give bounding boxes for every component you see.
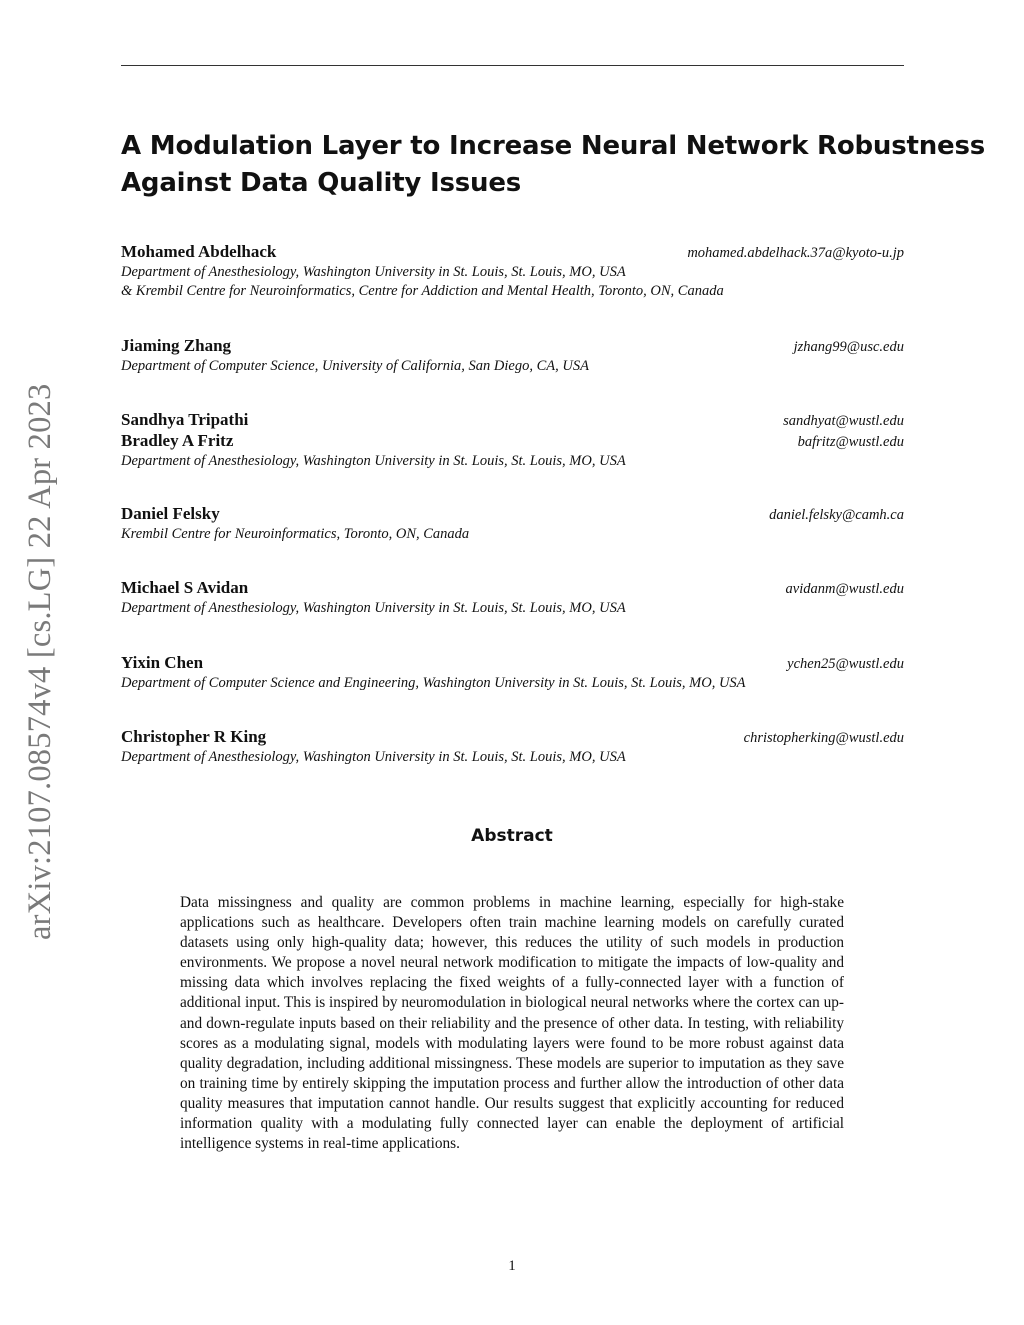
author-block-avidan xyxy=(121,578,904,618)
title-line-2: Against Data Quality Issues xyxy=(121,168,522,198)
author-name: Jiaming Zhang xyxy=(121,336,232,355)
author-affiliation: Department of Anesthesiology, Washington University in St. Louis, St. Louis, MO, USA xyxy=(121,453,626,469)
author-block-abdelhack xyxy=(121,242,904,301)
author-block-king xyxy=(121,727,904,767)
author-email: bafritz@wustl.edu xyxy=(797,434,904,450)
author-email: mohamed.abdelhack.37a@kyoto-u.jp xyxy=(687,245,904,261)
author-email: sandhyat@wustl.edu xyxy=(783,413,904,429)
top-rule xyxy=(121,65,904,66)
author-affiliation: Department of Anesthesiology, Washington University in St. Louis, St. Louis, MO, USA xyxy=(121,600,626,616)
author-email: avidanm@wustl.edu xyxy=(785,581,904,597)
author-name: Michael S Avidan xyxy=(121,578,249,597)
author-name: Mohamed Abdelhack xyxy=(121,242,277,261)
author-name: Yixin Chen xyxy=(121,653,204,672)
page-number: 1 xyxy=(508,1258,516,1274)
author-name: Christopher R King xyxy=(121,727,267,746)
author-affiliation: Department of Anesthesiology, Washington University in St. Louis, St. Louis, MO, USA xyxy=(121,264,626,280)
paper-title xyxy=(121,128,986,202)
author-affiliation: Department of Computer Science, University of California, San Diego, CA, USA xyxy=(121,358,589,374)
arxiv-side-stamp: arXiv:2107.08574v4 [cs.LG] 22 Apr 2023 xyxy=(22,383,58,940)
author-affiliation: & Krembil Centre for Neuroinformatics, Centre for Addiction and Mental Health, Toronto, ON, Canada xyxy=(121,283,724,299)
author-block-tripathi-fritz xyxy=(121,410,904,471)
author-email: ychen25@wustl.edu xyxy=(787,656,904,672)
author-name: Daniel Felsky xyxy=(121,504,220,523)
author-affiliation: Department of Computer Science and Engineering, Washington University in St. Louis, St. Louis, MO, USA xyxy=(121,675,746,691)
author-block-zhang xyxy=(121,336,904,376)
author-block-felsky xyxy=(121,504,904,544)
author-affiliation: Krembil Centre for Neuroinformatics, Toronto, ON, Canada xyxy=(121,526,470,542)
author-name: Sandhya Tripathi xyxy=(121,410,249,429)
author-email: daniel.felsky@camh.ca xyxy=(769,507,904,523)
author-email: jzhang99@usc.edu xyxy=(793,339,904,355)
title-line-1: A Modulation Layer to Increase Neural Network Robustness xyxy=(121,131,986,161)
abstract-heading: Abstract xyxy=(471,826,553,846)
author-name: Bradley A Fritz xyxy=(121,431,234,450)
abstract-body: Data missingness and quality are common problems in machine learning, especially for high-stake applications such as healthcare. Developers often train machine learning models on carefully curated datasets using only high-quality data; however, this reduces the utility of such models in production environments. We propose a novel neural network modification to mitigate the impacts of low-quality and missing data which involves replacing the fixed weights of a fully-connected layer with a function of additional input. This is inspired by neuromodulation in biological neural networks where the cortex can up- and down-regulate inputs based on their reliability and the presence of other data. In testing, with reliability scores as a modulating signal, models with modulating layers were found to be more robust against data quality degradation, including additional missingness. These models are superior to imputation as they save on training time by entirely skipping the imputation process and further allow the introduction of other data quality measures that imputation cannot handle. Our results suggest that explicitly accounting for reduced information quality with a modulating fully connected layer can enable the deployment of artificial intelligence systems in real-time applications. xyxy=(180,894,844,1153)
author-affiliation: Department of Anesthesiology, Washington University in St. Louis, St. Louis, MO, USA xyxy=(121,749,626,765)
author-block-chen xyxy=(121,653,904,693)
author-email: christopherking@wustl.edu xyxy=(743,730,904,746)
